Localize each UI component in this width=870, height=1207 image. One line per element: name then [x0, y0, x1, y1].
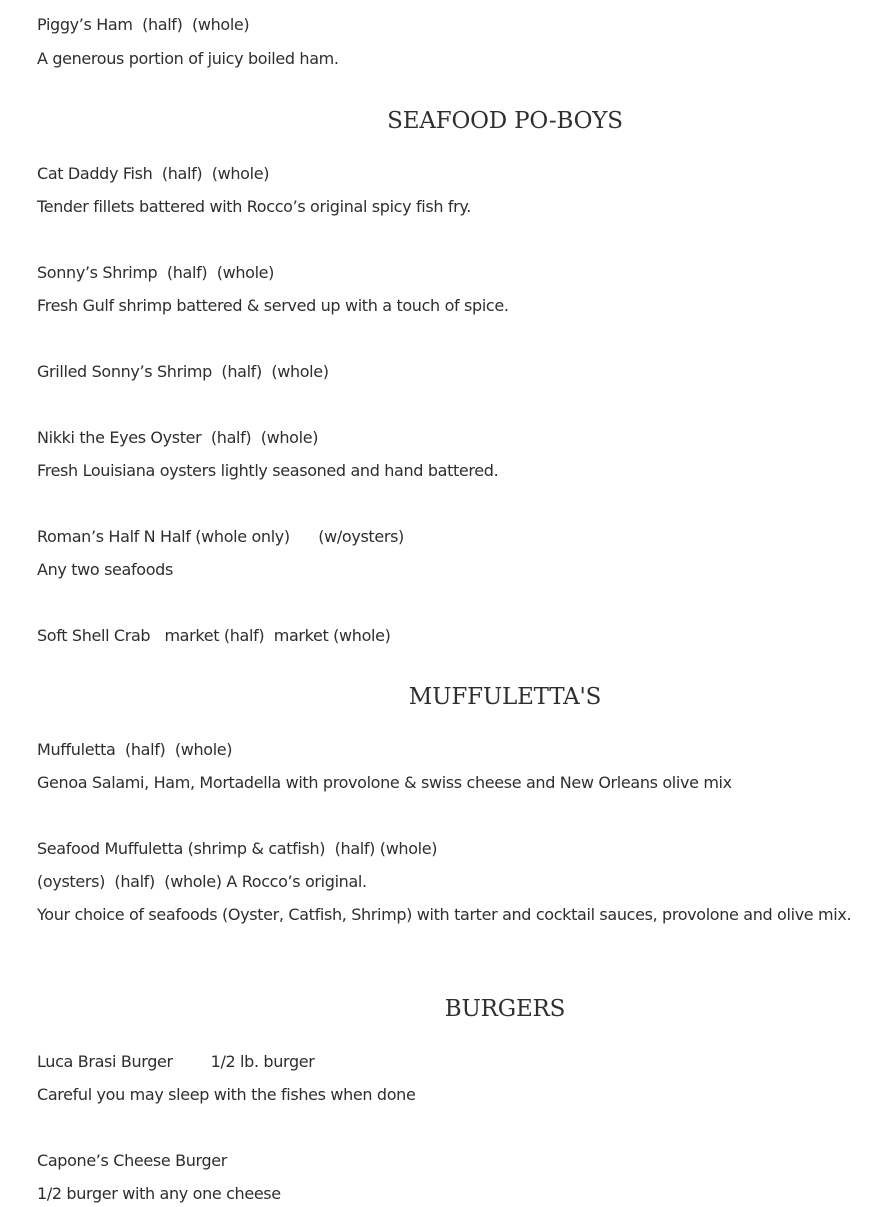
item-description: Any two seafoods [37, 560, 173, 579]
item-description: Fresh Gulf shrimp battered & served up with a touch of spice. [37, 296, 509, 315]
item-description: 1/2 burger with any one cheese [37, 1184, 281, 1203]
item-name: Cat Daddy Fish (half) (whole) [37, 164, 270, 183]
item-name: Sonny’s Shrimp (half) (whole) [37, 263, 275, 282]
item-name: Seafood Muffuletta (shrimp & catfish) (half) (whole) [37, 839, 438, 858]
item-description: Tender fillets battered with Rocco’s original spicy fish fry. [37, 197, 471, 216]
item-description: Your choice of seafoods (Oyster, Catfish, Shrimp) with tarter and cocktail sauces, provolone and olive mix. [37, 905, 852, 924]
item-name: Capone’s Cheese Burger [37, 1151, 227, 1170]
item-name: Grilled Sonny’s Shrimp (half) (whole) [37, 362, 329, 381]
item-name: Nikki the Eyes Oyster (half) (whole) [37, 428, 319, 447]
section-heading-muffuletta: MUFFULETTA'S [408, 684, 602, 710]
item-name: Soft Shell Crab market (half) market (whole) [37, 626, 391, 645]
item-description: Fresh Louisiana oysters lightly seasoned and hand battered. [37, 461, 499, 480]
section-heading-seafood: SEAFOOD PO-BOYS [387, 108, 623, 134]
item-name: Muffuletta (half) (whole) [37, 740, 233, 759]
section-heading-burgers: BURGERS [444, 996, 566, 1022]
item-name: Roman’s Half N Half (whole only) (w/oysters) [37, 527, 404, 546]
item-description: Careful you may sleep with the fishes when done [37, 1085, 416, 1104]
item-option-line: (oysters) (half) (whole) A Rocco’s original. [37, 872, 367, 891]
item-name: Luca Brasi Burger 1/2 lb. burger [37, 1052, 315, 1071]
item-name: Piggy’s Ham (half) (whole) [37, 15, 250, 34]
item-description: Genoa Salami, Ham, Mortadella with provolone & swiss cheese and New Orleans olive mix [37, 773, 732, 792]
item-description: A generous portion of juicy boiled ham. [37, 49, 339, 68]
